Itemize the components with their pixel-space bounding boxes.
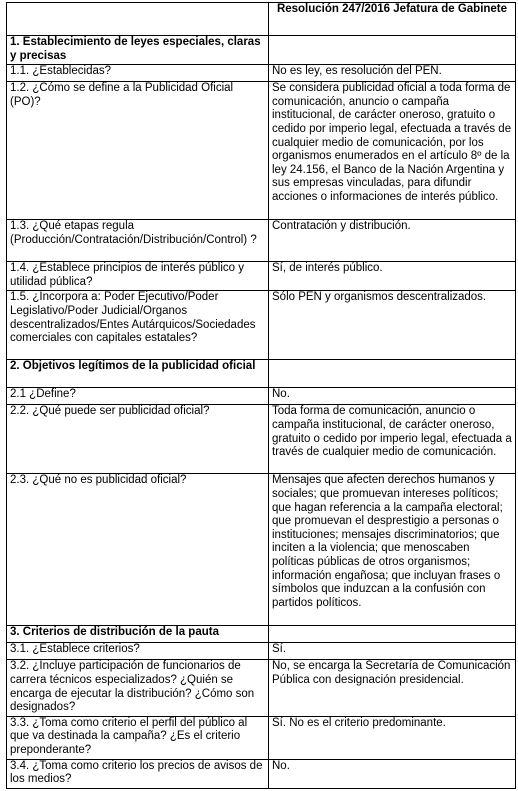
table-row	[7, 759, 516, 788]
question-cell: 1.1. ¿Establecidas?	[7, 65, 269, 82]
header-resolution-title: Resolución 247/2016 Jefatura de Gabinete	[269, 3, 516, 36]
question-cell: 1.2. ¿Cómo se define a la Publicidad Oficial (PO)?	[7, 82, 269, 220]
comparison-table	[6, 2, 516, 789]
question-cell: 2.3. ¿Qué no es publicidad oficial?	[7, 474, 269, 626]
section-title: 1. Establecimiento de leyes especiales, claras y precisas	[7, 36, 269, 65]
question-cell: 1.3. ¿Qué etapas regula (Producción/Contratación/Distribución/Control) ?	[7, 220, 269, 262]
table-row	[7, 405, 516, 474]
table-header-row	[7, 3, 516, 36]
section-row	[7, 626, 516, 643]
question-cell: 1.4. ¿Establece principios de interés público y utilidad pública?	[7, 262, 269, 291]
question-cell: 3.2. ¿Incluye participación de funcionarios de carrera técnicos especializados? ¿Quién se encarga de ejecutar la distribución? ¿Cómo son designados?	[7, 660, 269, 716]
table-row	[7, 82, 516, 220]
question-cell: 3.1. ¿Establece criterios?	[7, 643, 269, 660]
section-title: 2. Objetivos legítimos de la publicidad oficial	[7, 360, 269, 388]
question-cell: 3.4. ¿Toma como criterio los precios de avisos de los medios?	[7, 759, 269, 788]
table-row	[7, 220, 516, 262]
table-row	[7, 660, 516, 716]
section-title: 3. Criterios de distribución de la pauta	[7, 626, 269, 643]
answer-cell: Contratación y distribución.	[269, 220, 516, 262]
table-row	[7, 716, 516, 759]
answer-cell: Toda forma de comunicación, anuncio o campaña institucional, de carácter oneroso, gratuito o cedido por imperio legal, efectuada a través de cualquier medio de comunicación.	[269, 405, 516, 474]
answer-cell: Mensajes que afecten derechos humanos y sociales; que promuevan intereses políticos; que hagan referencia a la campaña electoral; que promuevan el desprestigio a personas o instituciones; mensajes discriminatorios; que inciten a la violencia; que menoscaben políticas públicas de otros organismos; información engañosa; que incluyan frases o símbolos que induzcan a la confusión con partidos políticos.	[269, 474, 516, 626]
question-cell: 1.5. ¿Incorpora a: Poder Ejecutivo/Poder Legislativo/Poder Judicial/Organos descentralizados/Entes Autárquicos/Sociedades comerciales con capitales estatales?	[7, 291, 269, 360]
answer-cell: No.	[269, 759, 516, 788]
question-cell: 2.1 ¿Define?	[7, 388, 269, 405]
question-cell: 3.3. ¿Toma como criterio el perfil del público al que va destinada la campaña? ¿Es el criterio preponderante?	[7, 716, 269, 759]
answer-cell: No es ley, es resolución del PEN.	[269, 65, 516, 82]
section-row	[7, 360, 516, 388]
section-row	[7, 36, 516, 65]
document-page	[6, 2, 516, 789]
section-empty-cell	[269, 36, 516, 65]
answer-cell: Se considera publicidad oficial a toda forma de comunicación, anuncio o campaña institucional, de carácter oneroso, gratuito o cedido por imperio legal, efectuada a través de cualquier medio de comunicación, por los organismos enumerados en el artículo 8º de la ley 24.156, el Banco de la Nación Argentina y sus empresas vinculadas, para difundir acciones o informaciones de interés público.	[269, 82, 516, 220]
answer-cell: No.	[269, 388, 516, 405]
table-row	[7, 474, 516, 626]
table-row	[7, 643, 516, 660]
answer-cell: Sí.	[269, 643, 516, 660]
table-row	[7, 262, 516, 291]
table-row	[7, 65, 516, 82]
section-empty-cell	[269, 626, 516, 643]
question-cell: 2.2. ¿Qué puede ser publicidad oficial?	[7, 405, 269, 474]
answer-cell: Sólo PEN y organismos descentralizados.	[269, 291, 516, 360]
table-row	[7, 388, 516, 405]
answer-cell: Sí. No es el criterio predominante.	[269, 716, 516, 759]
table-row	[7, 291, 516, 360]
header-left-cell	[7, 3, 269, 36]
section-empty-cell	[269, 360, 516, 388]
answer-cell: No, se encarga la Secretaría de Comunicación Pública con designación presidencial.	[269, 660, 516, 716]
answer-cell: Sí, de interés público.	[269, 262, 516, 291]
